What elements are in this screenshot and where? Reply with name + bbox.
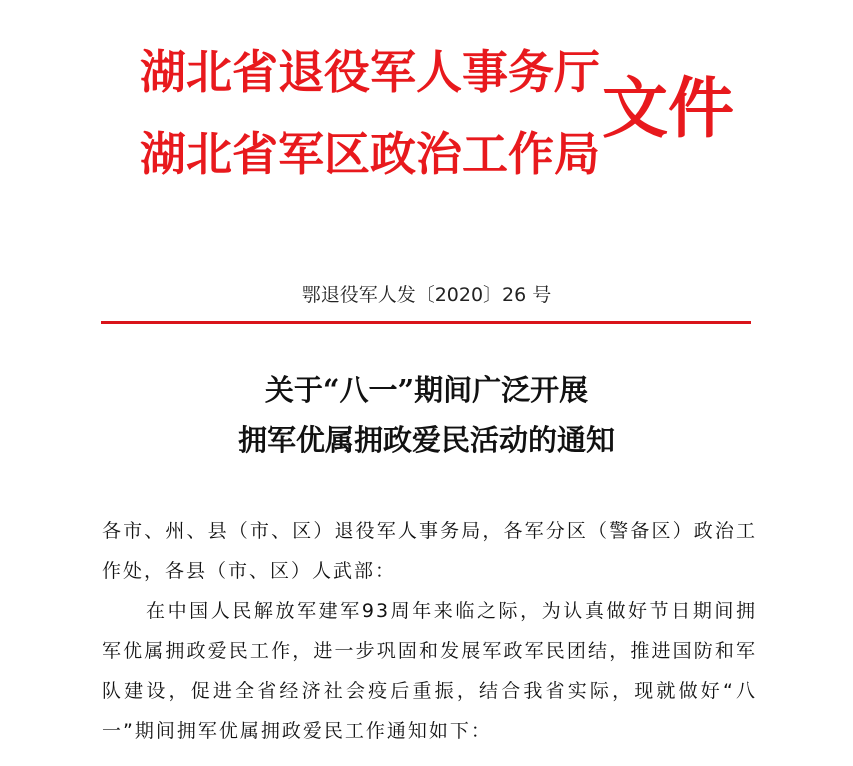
body-paragraph-1: 在中国人民解放军建军93周年来临之际，为认真做好节日期间拥军优属拥政爱民工作，进一步巩固和发展军政军民团结，推进国防和军队建设，促进全省经济社会疫后重振，结合我省实际，现就做好“八一”期间拥军优属拥政爱民工作通知如下： [102, 600, 757, 742]
document-type-label: 文件 [602, 69, 734, 147]
notice-body [102, 511, 757, 751]
notice-title-line-1: 关于“八一”期间广泛开展 [264, 373, 589, 407]
notice-title-line-2: 拥军优属拥政爱民活动的通知 [237, 423, 615, 457]
document-number: 鄂退役军人发〔2020〕26 号 [301, 284, 552, 306]
red-separator-rule [101, 321, 751, 324]
issuer-line-1: 湖北省退役军人事务厅 [140, 45, 600, 99]
addressee-paragraph: 各市、州、县（市、区）退役军人事务局，各军分区（警备区）政治工作处，各县（市、区）人武部： [102, 520, 757, 582]
issuer-line-2: 湖北省军区政治工作局 [140, 127, 600, 181]
